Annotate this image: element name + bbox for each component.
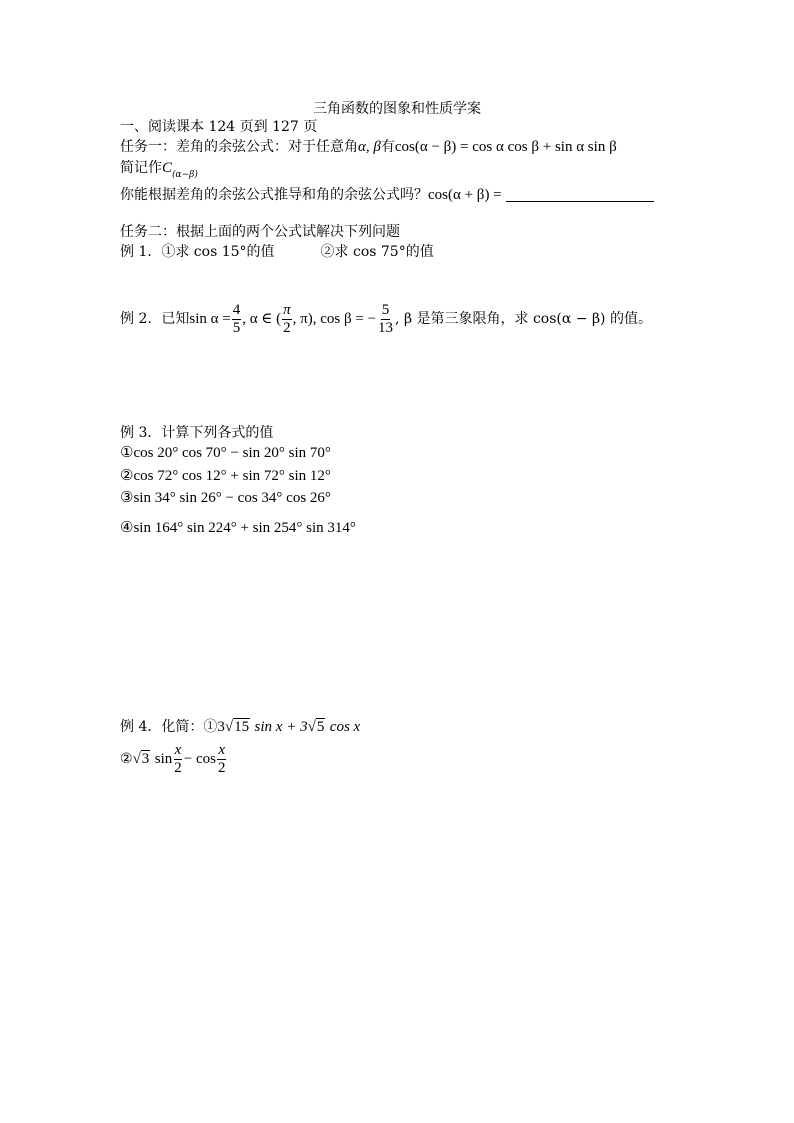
task1-note [120, 158, 198, 185]
section-reading: 一、阅读课本 124 页到 127 页 [120, 119, 318, 135]
example3-item: ③sin 34° sin 26° − cos 34° cos 26° [120, 490, 331, 506]
task1-formula: cos(α − β) = cos α cos β + sin α sin β [394, 139, 617, 155]
task1-note-label: 简记作 [120, 160, 162, 176]
sqrt-5: √5 [307, 719, 325, 735]
fraction-x-2: $\frac{x}{2}$ [217, 741, 226, 776]
example2-close: , π), cos β = − [292, 311, 377, 327]
fraction-x-2: $\frac{x}{2}$ [174, 741, 182, 776]
task1-line [120, 137, 617, 157]
fraction-5-13: $\frac{5}{13}$ [378, 301, 394, 336]
answer-blank[interactable] [506, 187, 654, 202]
example4-part2: ②√3 sin $\frac{x}{2}$ − cos $\frac{x}{2}$ [120, 737, 227, 781]
example4-label: 例 4．化简：① [120, 719, 218, 735]
task2-heading: 任务二：根据上面的两个公式试解决下列问题 [120, 224, 400, 240]
example1-label: 例 1． [120, 244, 162, 260]
fraction-pi-2: $\frac{\pi}{2}$ [283, 301, 291, 336]
task1-question [120, 185, 654, 205]
sqrt-3: √3 [132, 751, 150, 767]
example3-heading: 例 3．计算下列各式的值 [120, 425, 274, 441]
example3-item: ②cos 72° cos 12° + sin 72° sin 12° [120, 468, 331, 484]
example1-part1: ①求 cos 15°的值 [161, 244, 275, 260]
example2-label: 例 2．已知 [120, 311, 190, 327]
page-title: 三角函数的图象和性质学案 [313, 101, 481, 117]
example2-tail: , β 是第三象限角，求 cos(α − β) 的值。 [395, 311, 652, 327]
example4-part1: 例 4．化简：①3√15 sin x + 3√5 cos x [120, 719, 361, 735]
task1-note-sub: (α−β) [172, 170, 198, 180]
example2-sin: sin α = [189, 311, 231, 327]
task1-question-text: 你能根据差角的余弦公式推导和角的余弦公式吗？ [120, 187, 428, 203]
example1-part2: ②求 cos 75°的值 [320, 244, 434, 260]
example1 [120, 242, 434, 262]
example2 [120, 297, 652, 341]
example3-item: ①cos 20° cos 70° − sin 20° sin 70° [120, 445, 331, 461]
sqrt-15: √15 [224, 719, 250, 735]
task1-question-formula: cos(α + β) = [428, 187, 502, 203]
example2-in: , α ∈ ( [242, 311, 282, 327]
task1-note-symbol: C [162, 160, 173, 176]
fraction-4-5: $\frac{4}{5}$ [232, 301, 241, 336]
task1-label: 任务一：差角的余弦公式：对于任意角 [120, 139, 358, 155]
task1-vars: α, β [358, 139, 381, 155]
task1-mid: 有 [380, 139, 395, 155]
example3-item: ④sin 164° sin 224° + sin 254° sin 314° [120, 520, 356, 536]
